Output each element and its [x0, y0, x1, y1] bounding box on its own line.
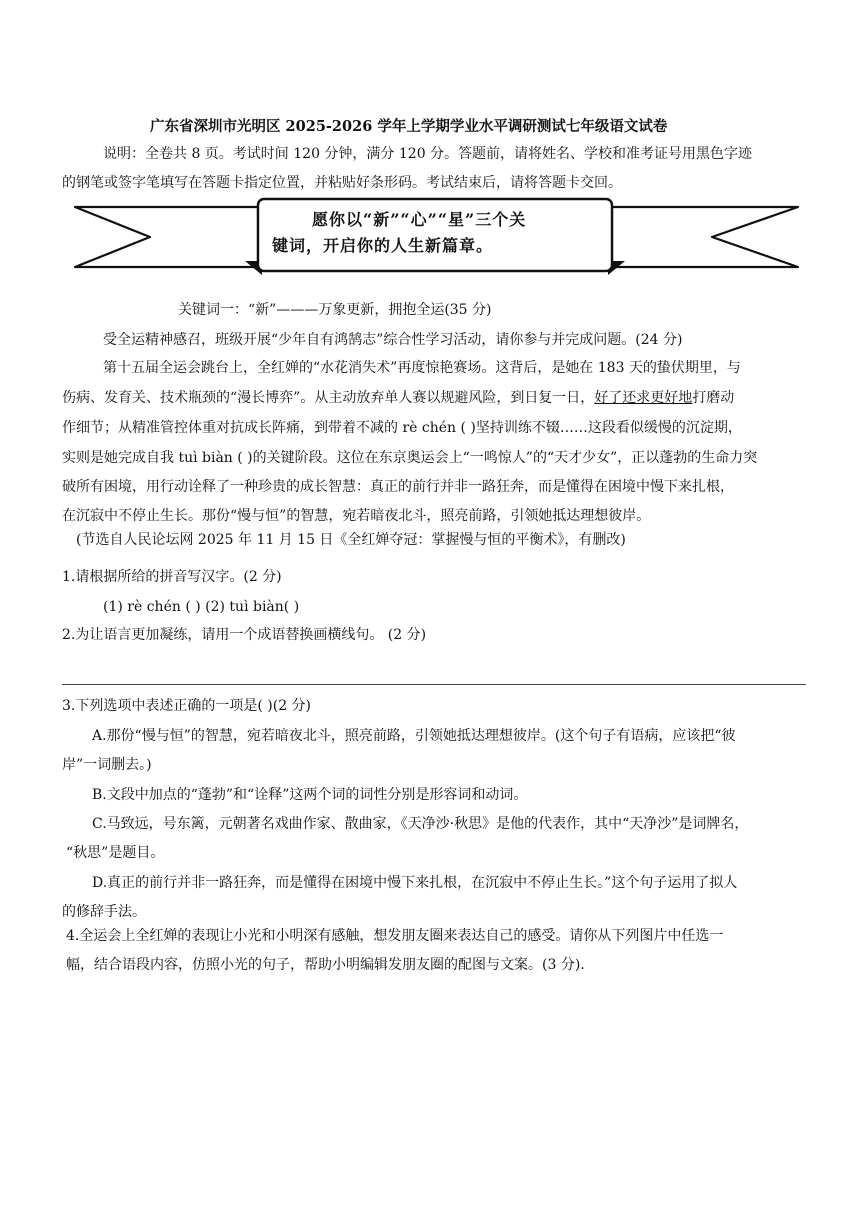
banner-text-line-2: 键词，开启你的人生新篇章。 — [272, 236, 494, 255]
question-4-line-2: 幅，结合语段内容，仿照小光的句子，帮助小明编辑发朋友圈的配图与文案。(3 分). — [66, 957, 585, 973]
passage-line-2 — [62, 388, 734, 408]
passage-line-4: 实则是她完成自我 tuì biàn ( )的关键阶段。这位在东京奥运会上“一鸣惊人”的“天才少女”，正以蓬勃的生命力突 — [62, 450, 758, 466]
section-heading-keyword-1: 关键词一：“新”———万象更新，拥抱全运(35 分) — [178, 302, 492, 318]
ribbon-left-tail — [75, 207, 258, 267]
passage-line-6: 在沉寂中不停止生长。那份“慢与恒”的智慧，宛若暗夜北斗，照亮前路，引领她抵达理想彼岸。 — [62, 508, 651, 524]
option-c-line-2: “秋思”是题目。 — [66, 845, 165, 861]
passage-line-5: 破所有困境，用行动诠释了一种珍贵的成长智慧：真正的前行并非一路狂奔，而是懂得在困境中慢下来扎根， — [62, 479, 734, 495]
question-2-stem: 2.为让语言更加凝练，请用一个成语替换画横线句。 (2 分) — [62, 627, 427, 643]
option-c-line-1: C.马致远，号东篱，元朝著名戏曲作家、散曲家，《天净沙·秋思》是他的代表作，其中“天净沙”是词牌名， — [92, 816, 749, 832]
passage-source: (节选自人民论坛网 2025 年 11 月 15 日《全红婵夺冠：掌握慢与恒的平衡术》，有删改) — [76, 532, 626, 548]
passage-line-2-text: 伤病、发育关、技术瓶颈的“漫长博弈”。从主动放弃单人赛以规避风险，到日复一日， — [62, 390, 595, 406]
ribbon-right-tail — [612, 207, 798, 267]
option-b: B.文段中加点的“蓬勃”和“诠释”这两个词的词性分别是形容词和动词。 — [92, 787, 528, 803]
option-a-line-1: A.那份“慢与恒”的智慧，宛若暗夜北斗，照亮前路，引领她抵达理想彼岸。(这个句子有语病，应该把“彼 — [92, 728, 736, 744]
exam-title: 广东省深圳市光明区 2025-2026 学年上学期学业水平调研测试七年级语文试卷 — [150, 118, 668, 135]
question-1-items: (1) rè chén ( ) (2) tuì biàn( ) — [103, 599, 300, 615]
underlined-phrase: 好了还求更好地 — [594, 390, 693, 406]
question-1-stem: 1.请根据所给的拼音写汉字。(2 分) — [62, 569, 282, 585]
section-intro: 受全运精神感召，班级开展“少年自有鸿鹄志”综合性学习活动，请你参与并完成问题。(24 分) — [103, 332, 683, 348]
option-a-line-2: 岸”一词删去。) — [62, 757, 152, 773]
passage-line-3: 作细节；从精准管控体重对抗成长阵痛，到带着不减的 rè chén ( )坚持训练不辍……这段看似缓慢的沉淀期， — [62, 420, 742, 436]
passage-line-1: 第十五届全运会跳台上，全红婵的“水花消失术”再度惊艳赛场。这背后，是她在 183 天的蛰伏期里，与 — [103, 360, 741, 376]
question-3-stem: 3.下列选项中表述正确的一项是( )(2 分) — [62, 698, 312, 714]
question-4-line-1: 4.全运会上全红婵的表现让小光和小明深有感触，想发朋友圈来表达自己的感受。请你从下列图片中任选一 — [66, 928, 724, 944]
option-d-line-2: 的修辞手法。 — [62, 904, 146, 920]
instructions-line-1: 说明：全卷共 8 页。考试时间 120 分钟，满分 120 分。答题前，请将姓名、学校和准考证号用黑色字迹 — [103, 146, 753, 162]
instructions-line-2: 的钢笔或签字笔填写在答题卡指定位置，并粘贴好条形码。考试结束后，请将答题卡交回。 — [62, 175, 622, 191]
passage-line-2-tail: 打磨动 — [692, 390, 735, 406]
answer-line — [62, 684, 806, 685]
option-d-line-1: D.真正的前行并非一路狂奔，而是懂得在困境中慢下来扎根，在沉寂中不停止生长。”这个句子运用了拟人 — [92, 875, 738, 891]
banner-text-line-1: 愿你以“新”“心”“星”三个关 — [312, 210, 527, 229]
